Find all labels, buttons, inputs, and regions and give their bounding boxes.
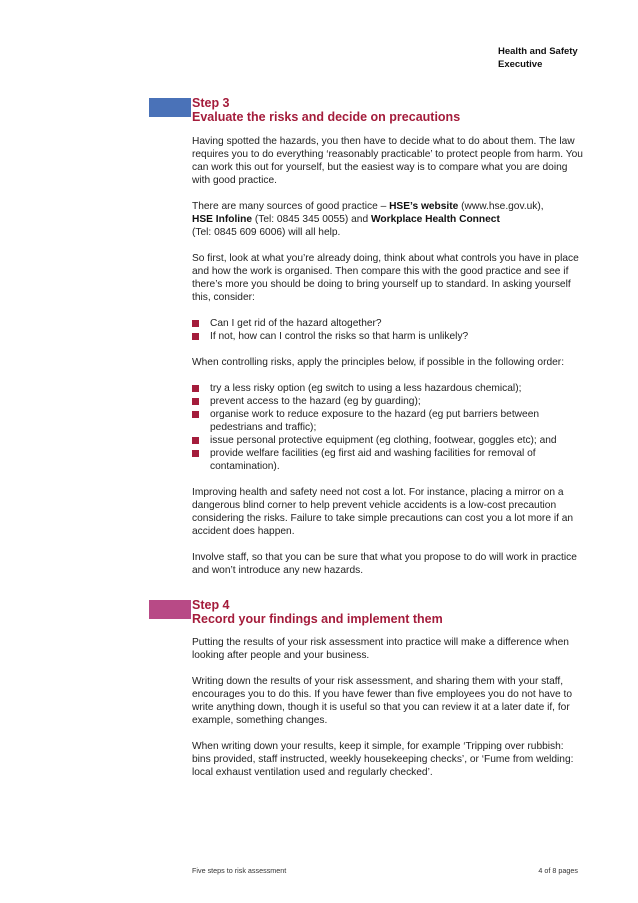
list-item-text: provide welfare facilities (eg first aid and washing facilities for removal of contamination). — [210, 448, 536, 472]
step4-body — [192, 636, 584, 792]
hse-website-link[interactable]: HSE’s website — [389, 201, 459, 212]
step3-body — [192, 135, 584, 590]
bullet-square-icon — [192, 450, 199, 457]
step3-title: Evaluate the risks and decide on precautions — [192, 110, 461, 124]
list-item-text: issue personal protective equipment (eg clothing, footwear, goggles etc); and — [210, 435, 557, 446]
footer-title: Five steps to risk assessment — [192, 866, 287, 875]
workplace-health-connect-link[interactable]: Workplace Health Connect — [370, 214, 500, 225]
list-item-text: try a less risky option (eg switch to using a less hazardous chemical); — [210, 383, 522, 394]
step3-paragraph-5: Improving health and safety need not cost a lot. For instance, placing a mirror on a dangerous blind corner to help prevent vehicle accidents is a low-cost precaution considering the risks. Failure to take simple precautions can cost you a lot more if an accident does happen. — [192, 487, 574, 537]
bullet-square-icon — [192, 333, 199, 340]
step4-title: Record your findings and implement them — [192, 612, 443, 626]
step4-paragraph-1: Putting the results of your risk assessment into practice will make a difference when looking after people and your business. — [192, 637, 569, 661]
step4-label: Step 4 — [192, 598, 230, 612]
list-item-text: If not, how can I control the risks so that harm is unlikely? — [210, 331, 469, 342]
hse-logo — [498, 45, 578, 71]
p2-text-4: (Tel: 0845 609 6006) will all help. — [192, 227, 341, 238]
bullet-square-icon — [192, 398, 199, 405]
list-item — [192, 408, 584, 434]
bullet-square-icon — [192, 411, 199, 418]
list-item — [192, 395, 584, 408]
step3-paragraph-1: Having spotted the hazards, you then have to decide what to do about them. The law requires you to do everything ‘reasonably practicable’ to protect people from harm. You can work this out for yourself, but the easiest way is to compare what you are doing with good practice. — [192, 136, 583, 186]
step3-paragraph-2 — [192, 200, 584, 239]
list-item — [192, 447, 584, 473]
step4-paragraph-3: When writing down your results, keep it simple, for example ‘Tripping over rubbish: bins provided, staff instructed, weekly housekeeping checks’, or ‘Fume from welding: local exhaust ventilation used and regularly checked’. — [192, 741, 574, 778]
hse-infoline-link[interactable]: HSE Infoline — [192, 214, 252, 225]
step4-color-marker — [149, 600, 191, 619]
org-name-line1: Health and Safety — [498, 46, 578, 57]
consider-list — [192, 317, 584, 343]
list-item-text: prevent access to the hazard (eg by guarding); — [210, 396, 421, 407]
bullet-square-icon — [192, 437, 199, 444]
list-item — [192, 382, 584, 395]
list-item — [192, 434, 584, 447]
step3-paragraph-6: Involve staff, so that you can be sure that what you propose to do will work in practice and won’t introduce any new hazards. — [192, 552, 577, 576]
step3-color-marker — [149, 98, 191, 117]
org-name-line2: Executive — [498, 59, 543, 70]
step3-paragraph-4: When controlling risks, apply the principles below, if possible in the following order: — [192, 357, 565, 368]
bullet-square-icon — [192, 320, 199, 327]
footer-page-number: 4 of 8 pages — [538, 866, 578, 875]
principles-list — [192, 382, 584, 473]
list-item-text: Can I get rid of the hazard altogether? — [210, 318, 382, 329]
step3-heading — [192, 96, 582, 124]
step3-label: Step 3 — [192, 96, 230, 110]
step3-paragraph-3: So first, look at what you’re already doing, think about what controls you have in place and how the work is organised. Then compare this with the good practice and see if there’s more you should be doing to bring yourself up to standard. In asking yourself this, consider: — [192, 253, 579, 303]
p2-text-3: (Tel: 0845 345 0055) and — [252, 214, 371, 225]
p2-text-1: There are many sources of good practice – — [192, 201, 390, 212]
step4-heading — [192, 598, 582, 626]
list-item-text: organise work to reduce exposure to the hazard (eg put barriers between pedestrians and traffic); — [210, 409, 540, 433]
p2-text-2: (www.hse.gov.uk), — [458, 201, 544, 212]
bullet-square-icon — [192, 385, 199, 392]
list-item — [192, 317, 584, 330]
step4-paragraph-2: Writing down the results of your risk assessment, and sharing them with your staff, encourages you to do this. If you have fewer than five employees you do not have to write anything down, though it is useful so that you can review it at a later date if, for example, something changes. — [192, 676, 573, 726]
list-item — [192, 330, 584, 343]
